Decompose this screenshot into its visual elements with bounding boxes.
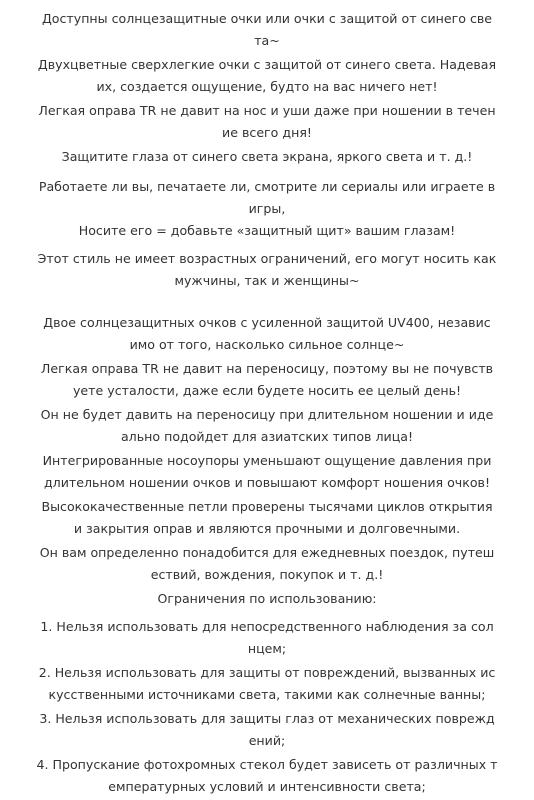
paragraph-no-age-limit — [20, 248, 514, 292]
paragraph-line: Легкая оправа TR не давит на переносицу, поэтому вы не почувств — [40, 361, 494, 376]
paragraph-line: Двухцветные сверхлегкие очки с защитой от синего света. Надевая — [37, 57, 497, 72]
paragraph-line: 4. Пропускание фотохромных стекол будет зависеть от различных т — [36, 757, 498, 772]
paragraph-line: ествий, вождения, покупок и т. д.! — [150, 567, 384, 582]
paragraph-line: Он не будет давить на переносицу при длительном ношении и иде — [40, 407, 494, 422]
paragraph-two-tone-glasses — [20, 54, 514, 98]
paragraph-availability — [20, 8, 514, 52]
paragraph-line: Он вам определенно понадобится для ежедневных поездок, путеш — [39, 545, 495, 560]
paragraph-line: их, создается ощущение, будто на вас ничего нет! — [96, 79, 438, 94]
paragraph-line: ально подойдет для азиатских типов лица! — [120, 429, 414, 444]
paragraph-line: Этот стиль не имеет возрастных ограничений, его могут носить как — [37, 251, 497, 266]
paragraph-line: мужчины, так и женщины~ — [174, 273, 360, 288]
paragraph-uv400 — [20, 312, 514, 356]
paragraph-line: нцем; — [247, 641, 287, 656]
paragraph-line: емпературных условий и интенсивности света; — [108, 779, 426, 794]
paragraph-line: Легкая оправа TR не давит на нос и уши даже при ношении в течен — [38, 103, 496, 118]
paragraph-hinges — [20, 496, 514, 540]
paragraph-asian-fit — [20, 404, 514, 448]
restriction-item-2 — [20, 662, 514, 706]
paragraph-line: и закрытия оправ и являются прочными и долговечными. — [73, 521, 461, 536]
paragraph-line: ений; — [248, 733, 286, 748]
paragraph-line: уете усталости, даже если будете носить ее целый день! — [72, 383, 462, 398]
paragraph-daily-use — [20, 542, 514, 586]
paragraph-line: 2. Нельзя использовать для защиты от повреждений, вызванных ис — [38, 665, 496, 680]
paragraph-line: игры, — [248, 201, 286, 216]
paragraph-line: Двое солнцезащитных очков с усиленной защитой UV400, независ — [43, 315, 491, 330]
paragraph-line: та~ — [254, 33, 280, 48]
restriction-item-1 — [20, 616, 514, 660]
paragraph-nose-pads — [20, 450, 514, 494]
usage-restrictions-heading — [20, 588, 514, 610]
paragraph-line: Высококачественные петли проверены тысячами циклов открытия — [41, 499, 493, 514]
paragraph-line: Интегрированные носоупоры уменьшают ощущение давления при — [42, 453, 492, 468]
paragraph-protective-shield — [20, 220, 514, 242]
paragraph-activities — [20, 176, 514, 220]
paragraph-tr-frame — [20, 100, 514, 144]
paragraph-line: имо от того, насколько сильное солнце~ — [129, 337, 405, 352]
restriction-item-4 — [20, 754, 514, 798]
paragraph-line: Ограничения по использованию: — [157, 591, 377, 606]
paragraph-line: Носите его = добавьте «защитный щит» вашим глазам! — [78, 223, 456, 238]
paragraph-line: ие всего дня! — [222, 125, 312, 140]
paragraph-line: Защитите глаза от синего света экрана, яркого света и т. д.! — [61, 149, 473, 164]
paragraph-line: длительном ношении очков и повышают комфорт ношения очков! — [43, 475, 491, 490]
paragraph-line: кусственными источниками света, такими как солнечные ванны; — [48, 687, 486, 702]
paragraph-line: Работаете ли вы, печатаете ли, смотрите ли сериалы или играете в — [38, 179, 496, 194]
restriction-item-3 — [20, 708, 514, 752]
paragraph-protect-eyes — [20, 146, 514, 168]
paragraph-line: Доступны солнцезащитные очки или очки с защитой от синего све — [41, 11, 493, 26]
paragraph-line: 3. Нельзя использовать для защиты глаз от механических поврежд — [39, 711, 495, 726]
paragraph-nose-bridge — [20, 358, 514, 402]
paragraph-line: 1. Нельзя использовать для непосредственного наблюдения за сол — [40, 619, 494, 634]
